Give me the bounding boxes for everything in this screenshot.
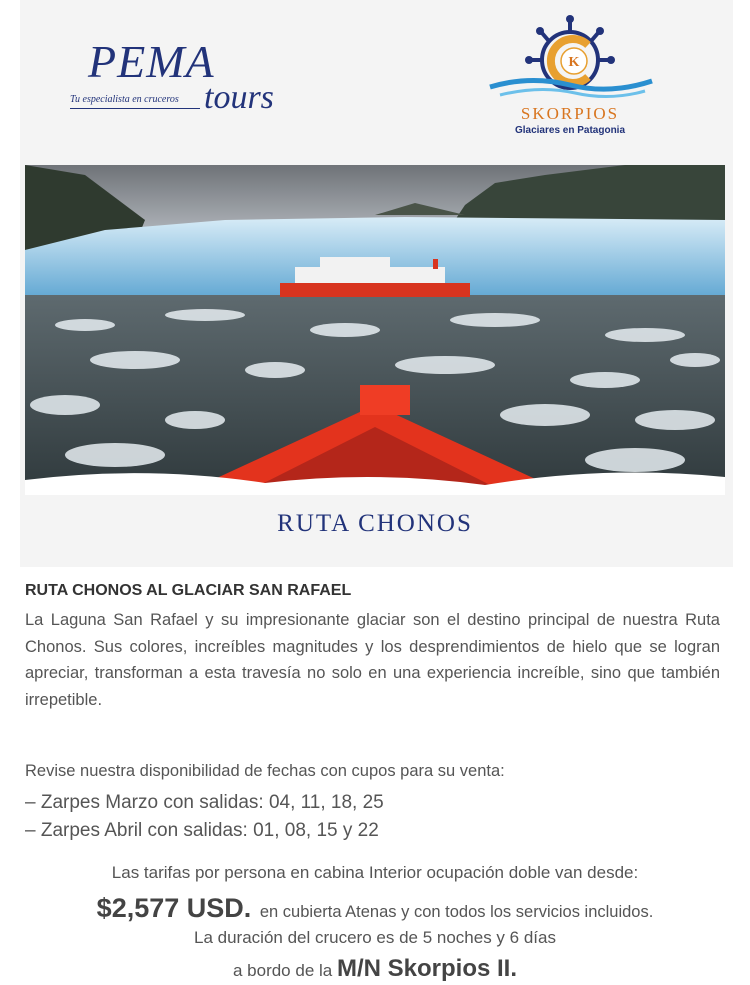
departure-april: – Zarpes Abril con salidas: 01, 08, 15 y 22 — [25, 820, 379, 841]
pema-logo-word: PEMA — [88, 36, 215, 87]
price-value: $2,577 USD. — [96, 893, 252, 923]
description-paragraph: La Laguna San Rafael y su impresionante glaciar son el destino principal de nuestra Ruta Chonos. Sus colores, increíbles magnitudes y los desprendimientos de hielo que se logran apreciar, transforman a esta travesía no solo en una experiencia increíble, sino que también irrepetible. — [25, 611, 720, 709]
skorpios-mark-letter: K — [568, 55, 580, 70]
skorpios-logo-name: SKORPIOS — [520, 104, 620, 123]
skorpios-logo[interactable] — [470, 15, 670, 145]
pema-logo-tagline: Tu especialista en cruceros — [70, 94, 179, 105]
pricing-intro: Las tarifas por persona en cabina Interior ocupación doble van desde: — [111, 863, 639, 882]
skorpios-logo-tagline: Glaciares en Patagonia — [514, 125, 626, 136]
departure-march: – Zarpes Marzo con salidas: 04, 11, 18, 25 — [25, 792, 384, 813]
ship-wheel-icon — [470, 15, 670, 105]
duration-line: La duración del crucero es de 5 noches y 6 días — [194, 928, 556, 947]
ship-name: M/N Skorpios II. — [336, 955, 517, 982]
pema-logo-underline — [70, 108, 200, 109]
price-suffix: en cubierta Atenas y con todos los servicios incluidos. — [259, 903, 654, 921]
section-heading: RUTA CHONOS AL GLACIAR SAN RAFAEL — [25, 582, 352, 599]
banner-title: RUTA CHONOS — [277, 510, 473, 537]
pema-logo-tours: tours — [204, 79, 274, 116]
price-line — [0, 893, 750, 924]
ship-prefix: a bordo de la — [232, 961, 333, 980]
glacier-photo — [25, 165, 725, 495]
pema-tours-logo[interactable] — [70, 38, 290, 128]
ship-line — [0, 955, 750, 983]
availability-intro: Revise nuestra disponibilidad de fechas con cupos para su venta: — [25, 762, 505, 780]
